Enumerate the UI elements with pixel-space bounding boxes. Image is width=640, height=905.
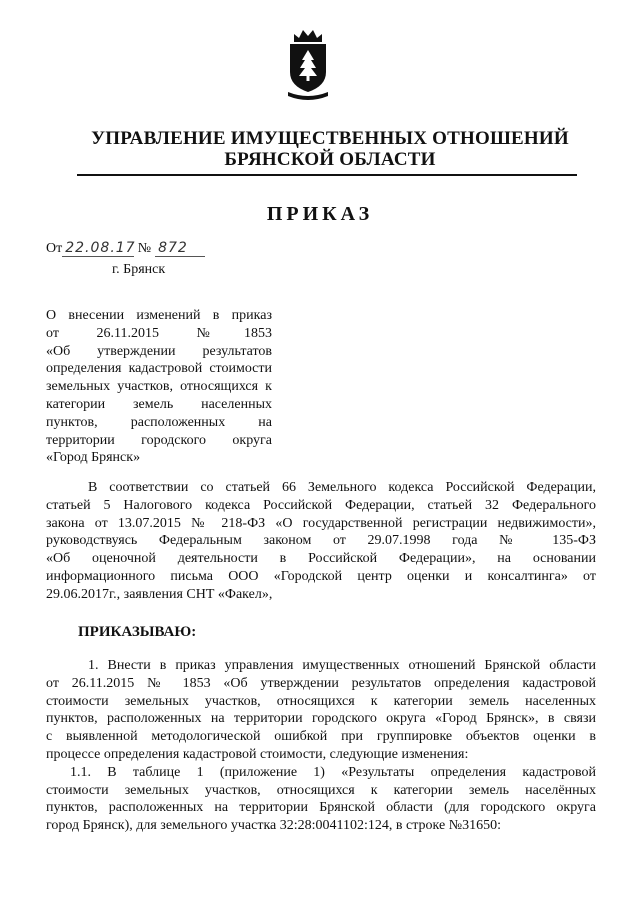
subject-block [46, 307, 272, 467]
date-number-line [46, 240, 205, 257]
preamble-line: «Об оценочной деятельности в Российской Федерации», на основании [46, 551, 596, 567]
subject-line: категории земель населенных [46, 396, 272, 412]
org-name-line2: БРЯНСКОЙ ОБЛАСТИ [224, 149, 436, 170]
preamble-paragraph [46, 479, 596, 604]
preamble-line: закона от 13.07.2015 № 218-ФЗ «О государственной регистрации недвижимости», [46, 515, 596, 531]
preamble-line: 29.06.2017г., заявления СНТ «Факел», [46, 586, 273, 602]
subject-line: «Город Брянск» [46, 450, 141, 466]
bryansk-coat-of-arms-icon [284, 26, 332, 104]
document-type-title: ПРИКАЗ [266, 203, 374, 225]
preamble-line: руководствуясь Федеральным законом от 29.07.1998 года № 135-ФЗ [46, 533, 596, 549]
subject-line: территории городского округа [46, 432, 272, 448]
city-label: г. Брянск [112, 262, 166, 277]
body-line: стоимости земельных участков, относящихся к категории земель населённых [46, 782, 596, 798]
body-line: 1. Внести в приказ управления имущественных отношений Брянской области [88, 658, 596, 673]
subject-line: О внесении изменений в приказ [46, 308, 272, 323]
subject-line: «Об утверждении результатов [46, 343, 272, 359]
org-name-line1: УПРАВЛЕНИЕ ИМУЩЕСТВЕННЫХ ОТНОШЕНИЙ [91, 128, 569, 149]
order-body [46, 657, 596, 835]
preamble-line: В соответствии со статьей 66 Земельного кодекса Российской Федерации, [88, 480, 596, 495]
subject-line: от 26.11.2015 №1853 [46, 325, 272, 341]
preamble-line: информационного письма ООО «Городской центр оценки и консалтинга» от [46, 568, 596, 584]
date-prefix: От [46, 241, 63, 256]
body-line: с выявленной методологической ошибкой при группировке объектов оценки в [46, 729, 596, 745]
handwritten-number: 872 [155, 240, 205, 257]
number-prefix: № [137, 241, 152, 256]
subject-line: земельных участков, относящихся к [46, 379, 272, 395]
preamble-line: статьей 5 Налогового кодекса Российской Федерации, статьей 32 Федерального [46, 497, 596, 513]
body-line: пунктов, расположенных на территории Брянской области (для городского округа [46, 800, 596, 816]
body-line: процессе определения кадастровой стоимости, следующие изменения: [46, 746, 469, 762]
body-line: 1.1. В таблице 1 (приложение 1) «Результаты определения кадастровой [70, 764, 596, 780]
handwritten-date: 22.08.17 [62, 240, 134, 257]
order-directive-heading: ПРИКАЗЫВАЮ: [78, 624, 197, 640]
header-divider [77, 174, 577, 176]
subject-line: пунктов, расположенных на [46, 414, 272, 430]
body-line: от 26.11.2015 № 1853 «Об утверждении результатов определения кадастровой [46, 675, 596, 691]
subject-line: определения кадастровой стоимости [46, 361, 272, 377]
body-line: город Брянск), для земельного участка 32:28:0041102:124, в строке №31650: [46, 818, 501, 834]
body-line: стоимости земельных участков, относящихся к категории земель населенных [46, 693, 596, 709]
body-line: пунктов, расположенных на территории городского округа «Город Брянск», в связи [46, 711, 596, 727]
